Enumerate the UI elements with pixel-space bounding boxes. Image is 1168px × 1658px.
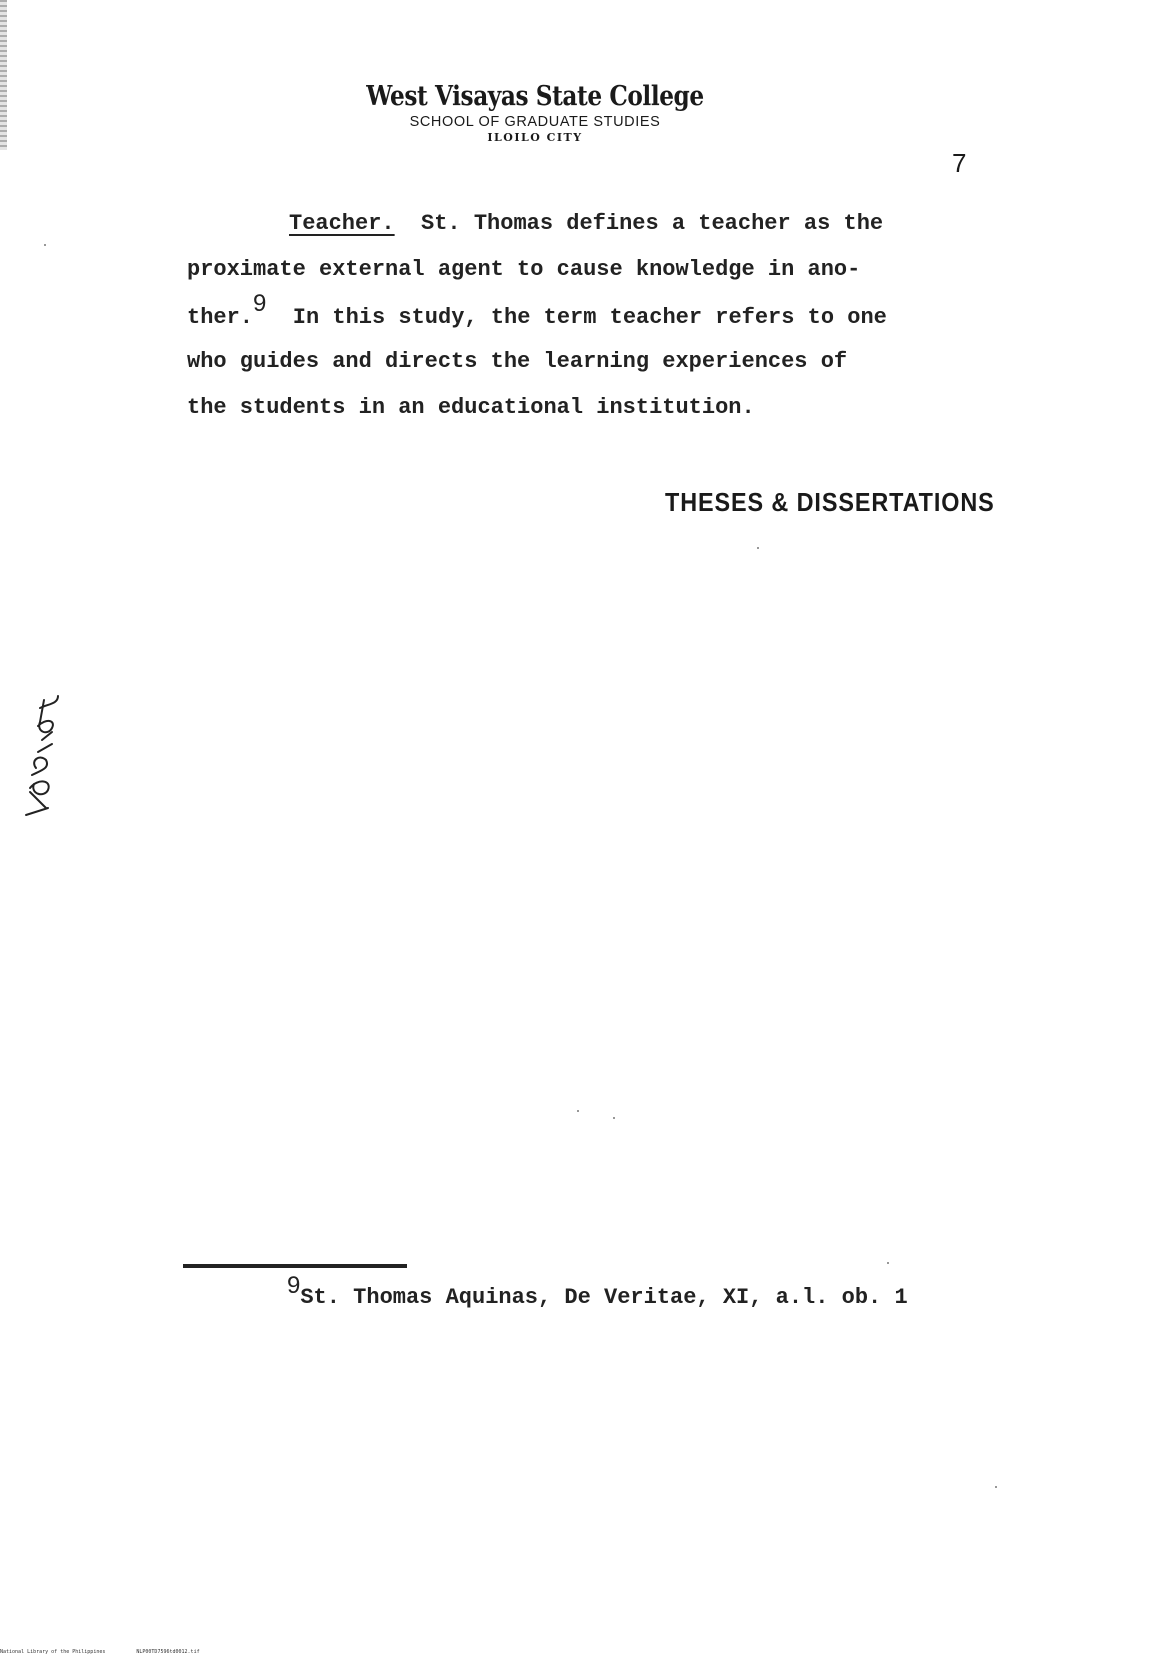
scan-caption [0,1649,228,1655]
body-line-2: proximate external agent to cause knowledge in ano- [187,257,861,282]
body-line-1-text: St. Thomas defines a teacher as the [421,211,884,236]
letterhead [300,82,770,144]
footnote [287,1272,908,1310]
handwritten-note [8,660,68,820]
body-line-3 [187,290,987,339]
scan-speck [757,547,759,549]
body-line-3-start: ther. [187,305,254,330]
body-line-4: who guides and directs the learning experiences of [187,349,848,374]
scan-speck [44,244,46,246]
scan-speck [995,1486,997,1488]
theses-stamp: THESES & DISSERTATIONS [665,487,995,517]
body-line-1 [187,201,987,247]
footnote-mark: 9 [287,1272,301,1299]
scan-caption-left: National Library of the Philippines [0,1649,106,1655]
school-name: SCHOOL OF GRADUATE STUDIES [409,113,661,130]
scan-speck [887,1262,889,1264]
scan-edge [0,0,7,150]
footnote-divider [183,1264,407,1268]
defined-term: Teacher. [289,211,395,236]
college-name: West Visayas State College [366,81,704,112]
footnote-text: St. Thomas Aquinas, De Veritae, XI, a.l. ob. 1 [300,1285,908,1310]
footnote-reference: 9 [253,290,267,317]
body-line-3-text: In this study, the term teacher refers to one [292,305,887,330]
city-name: ILOILO CITY [487,130,583,144]
body-line-5: the students in an educational institution. [187,395,755,420]
scan-speck [613,1117,615,1119]
body-paragraph [187,201,987,431]
scan-speck [577,1110,579,1112]
page-number: 7 [952,148,967,178]
scan-caption-right: NLP00TD7596td0012.tif [136,1649,200,1655]
